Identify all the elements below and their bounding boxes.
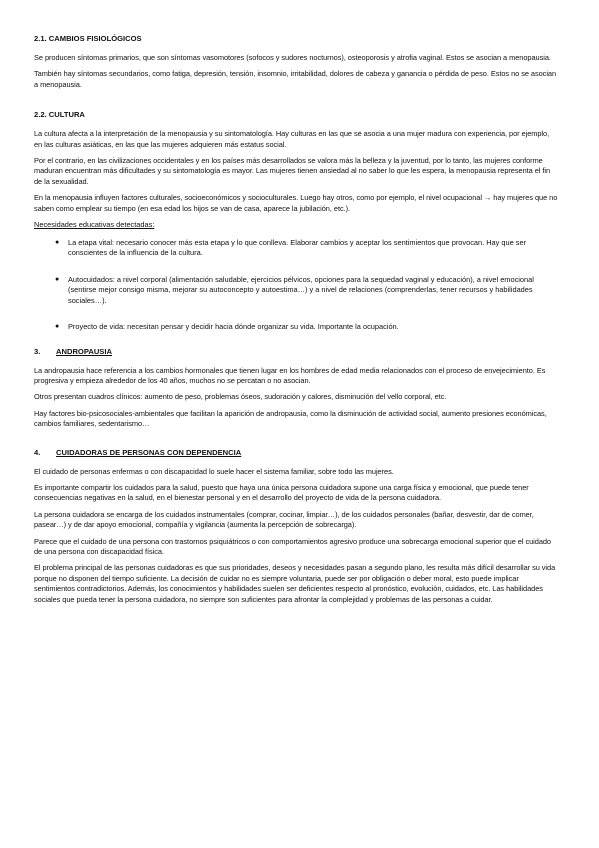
paragraph: En la menopausia influyen factores culturales, socioeconómicos y socioculturales. Luego hay otros, como por ejemplo, el nivel ocupacional → hay mujeres que no saben como emplear su tiempo (en esa edad los hijos se van de casa, aparece la jubilación, etc.).: [34, 193, 558, 213]
section-heading-cultura: 2.2. CULTURA: [34, 110, 85, 120]
paragraph: Otros presentan cuadros clínicos: aumento de peso, problemas óseos, sudoración y calores, disminución del vello corporal, etc.: [34, 392, 447, 402]
paragraph: Se producen síntomas primarios, que son síntomas vasomotores (sofocos y sudores nocturnos), osteoporosis y atrofia vaginal. Estos se asocian a menopausia.: [34, 53, 551, 62]
paragraph: Parece que el cuidado de una persona con trastornos psiquiátricos o con comportamientos agresivo produce una sobrecarga emocional superior que el cuidado de una persona con discapacidad física.: [34, 536, 551, 556]
section-heading-cuidadoras: 4. CUIDADORAS DE PERSONAS CON DEPENDENCIA: [34, 447, 242, 457]
paragraph: Hay factores bio-psicosociales-ambientales que facilitan la aparición de andropausia, como la disminución de actividad social, aumento presiones económicas, cambios familiares, sedentarismo…: [34, 408, 547, 429]
bullet-icon: ●: [55, 323, 60, 331]
section-heading-andropausia: 3. ANDROPAUSIA: [34, 346, 112, 356]
paragraph: El problema principal de las personas cuidadoras es que sus prioridades, deseos y necesidades pasan a segundo plano, les resulta más difícil desarrollar su vida porque no disponen del tiempo suficiente. La decisión de cuidar no es siempre voluntaria, puede ser por obligación o deber moral, esto puede implicar sentimientos contradictorios. Además, los conocimientos y habilidades suelen ser deficientes respecto al pronóstico, evolución, cuidados, etc. Las habilidades sociales que pueda tener la persona cuidadora, no siempre son suficientes para afrontar la complejidad y problemas de las personas a cuidar.: [34, 563, 556, 604]
list-item: ● Autocuidados: a nivel corporal (alimentación saludable, ejercicios pélvicos, opciones para la sequedad vaginal y educación), a nivel emocional (sentirse mejor consigo misma, mejorar su autoconcepto y autoestima…) y a nivel de relaciones (comprenderlas, tener recursos y habilidades sociales…).: [55, 274, 534, 305]
needs-subheading: Necesidades educativas detectadas:: [34, 220, 155, 230]
section-heading-cambios-fisiologicos: 2.1. CAMBIOS FISIOLÓGICOS: [34, 34, 142, 43]
paragraph: Es importante compartir los cuidados para la salud, puesto que haya una única persona cuidadora supone una carga física y emocional, que puede tener consecuencias negativas en la salud, en el bienestar personal y en el desarrollo del proyecto de vida de la persona cuidadora.: [34, 482, 529, 503]
paragraph: La andropausia hace referencia a los cambios hormonales que tienen lugar en los hombres de edad media relacionados con el proceso de envejecimiento. Es progresiva y empieza alrededor de los 40 años, muchos no se percatan o no asocian.: [34, 365, 546, 385]
document-page: [34, 34, 558, 611]
paragraph: La persona cuidadora se encarga de los cuidados instrumentales (comprar, cocinar, limpiar…), de los cuidados personales (bañar, desvestir, dar de comer, pasear…) y de dar apoyo emocional, compañía y vigilancia (aumenta la percepción de sobrecarga).: [34, 509, 534, 530]
needs-list: [34, 238, 558, 332]
paragraph: También hay síntomas secundarios, como fatiga, depresión, tensión, insomnio, irritabilidad, dolores de cabeza y ganancia o pérdida de peso. Estos no se asocian a menopausia.: [34, 69, 557, 89]
bullet-icon: ●: [55, 239, 60, 247]
list-item: ● La etapa vital: necesario conocer más esta etapa y lo que conlleva. Elaborar cambios y aceptar los sentimientos que provocan. Hay que ser conscientes de la influencia de la cultura.: [55, 238, 527, 258]
list-item: ● Proyecto de vida: necesitan pensar y decidir hacia dónde organizar su vida. Importante la ocupación.: [55, 322, 399, 332]
paragraph: Por el contrario, en las civilizaciones occidentales y en los países más desarrollados se valora más la belleza y la juventud, por lo tanto, las mujeres conforme maduran encuentran más dificultades y su sintomatología es mayor. Las mujeres tienen ansiedad al no saber lo que les espera, la menopausia representa el fin de la sexualidad.: [34, 156, 551, 186]
paragraph: La cultura afecta a la interpretación de la menopausia y su sintomatología. Hay culturas en las que se asocia a una mujer madura con experiencia, por ejemplo, en las culturas asiáticas, en las que las mujeres adquieren más estatus social.: [34, 129, 550, 149]
bullet-icon: ●: [55, 275, 60, 283]
paragraph: El cuidado de personas enfermas o con discapacidad lo suele hacer el sistema familiar, sobre todo las mujeres.: [34, 466, 394, 476]
